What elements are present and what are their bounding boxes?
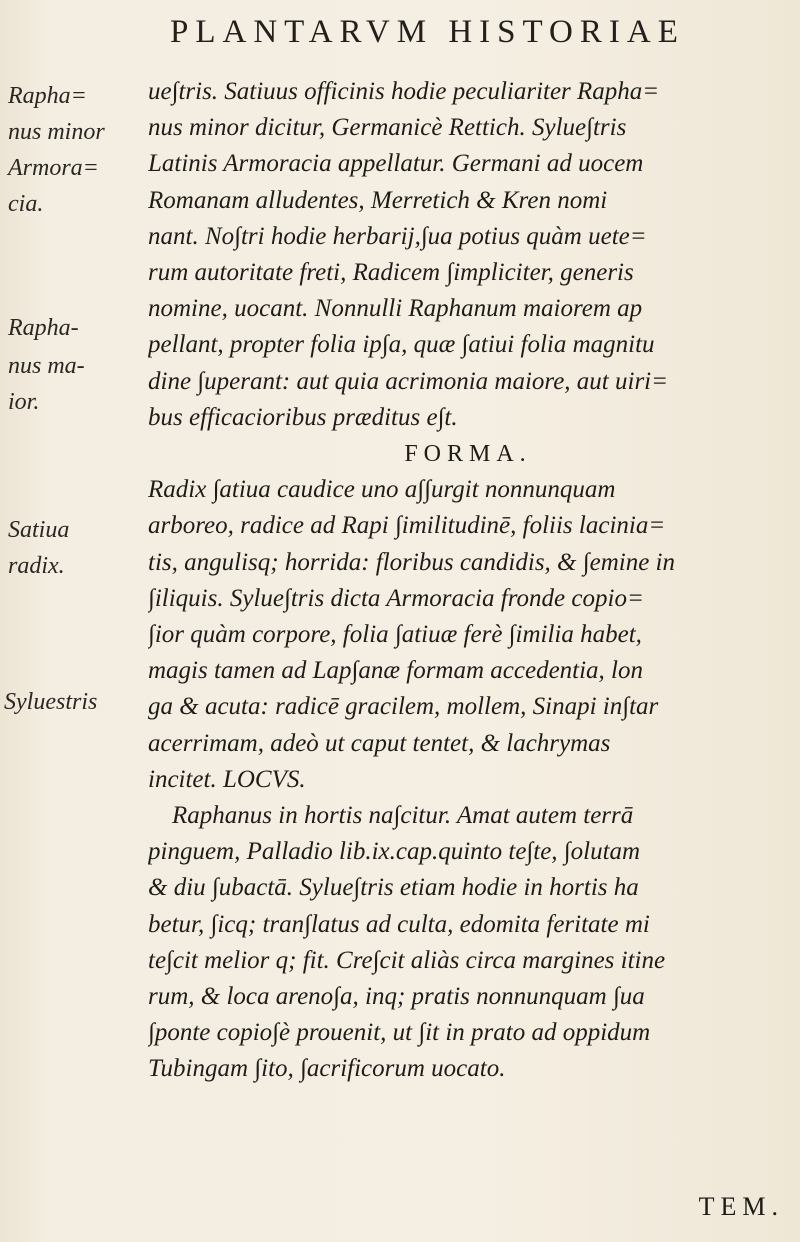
text-line: nus minor dicitur, Germanicè Rettich. Sylue∫tris: [148, 114, 627, 142]
text-line: bus efficacioribus præditus e∫t.: [148, 403, 458, 431]
text-line: pinguem, Palladio lib.ix.cap.quinto te∫te, ∫olutam: [148, 838, 641, 866]
text-line: & diu ∫ubactā. Sylue∫tris etiam hodie in hortis ha: [148, 874, 639, 902]
text-line: ∫ponte copio∫è prouenit, ut ∫it in prato ad oppidum: [148, 1019, 651, 1047]
margin-note: radix.: [8, 553, 65, 579]
text-line: arboreo, radice ad Rapi ∫imilitudinē, foliis lacinia=: [148, 512, 666, 540]
text-line-locus-heading: incitet. LOCVS.: [148, 765, 306, 793]
text-line: Raphanus in hortis na∫citur. Amat autem terrā: [172, 802, 634, 830]
text-line: ∫iliquis. Sylue∫tris dicta Armoracia fronde copio=: [148, 584, 644, 612]
text-line: nomine, uocant. Nonnulli Raphanum maiorem ap: [148, 295, 643, 323]
text-line: nant. No∫tri hodie herbarij,∫ua potius quàm uete=: [148, 222, 647, 250]
text-line: tis, angulisq; horrida: floribus candidis, & ∫emine in: [148, 548, 675, 576]
text-line: Radix ∫atiua caudice uno a∫∫urgit nonnunquam: [148, 476, 616, 504]
margin-note: Rapha=: [8, 83, 87, 109]
text-line: dine ∫uperant: aut quia acrimonia maiore, aut uiri=: [148, 367, 668, 395]
text-line: ga & acuta: radicē gracilem, mollem, Sinapi in∫tar: [148, 693, 659, 721]
text-line: Romanam alludentes, Merretich & Kren nomi: [148, 186, 608, 214]
margin-note: Satiua: [8, 517, 70, 543]
margin-note: ior.: [8, 389, 40, 415]
text-line: betur, ∫icq; tran∫latus ad culta, edomita feritate mi: [148, 910, 650, 938]
text-line: rum, & loca areno∫a, inq; pratis nonnunquam ∫ua: [148, 983, 645, 1011]
running-head: PLANTARVM HISTORIAE: [170, 14, 685, 50]
text-line: ∫ior quàm corpore, folia ∫atiuæ ferè ∫imilia habet,: [148, 621, 642, 649]
section-heading-forma: FORMA.: [404, 441, 532, 468]
text-line: ue∫tris. Satiuus officinis hodie peculiariter Rapha=: [148, 78, 660, 105]
catchword: TEM.: [698, 1192, 784, 1221]
margin-note: nus minor: [8, 119, 105, 145]
text-line: te∫cit melior q; fit. Cre∫cit aliàs circa margines itine: [148, 946, 666, 974]
margin-note: Rapha-: [8, 315, 79, 341]
text-line: pellant, propter folia ip∫a, quæ ∫atiui folia magnitu: [148, 331, 655, 359]
text-line: magis tamen ad Lap∫anæ formam accedentia, lon: [148, 657, 644, 685]
text-line: Latinis Armoracia appellatur. Germani ad uocem: [148, 150, 644, 178]
margin-note: Armora=: [8, 155, 99, 181]
text-line: rum autoritate freti, Radicem ∫impliciter, generis: [148, 259, 634, 287]
margin-note: Syluestris: [4, 689, 98, 715]
text-line: acerrimam, adeò ut caput tentet, & lachrymas: [148, 729, 611, 757]
margin-note: nus ma-: [8, 353, 85, 379]
margin-note: cia.: [8, 191, 44, 217]
text-line: Tubingam ∫ito, ∫acrificorum uocato.: [148, 1055, 506, 1083]
body-text: [148, 74, 788, 1088]
